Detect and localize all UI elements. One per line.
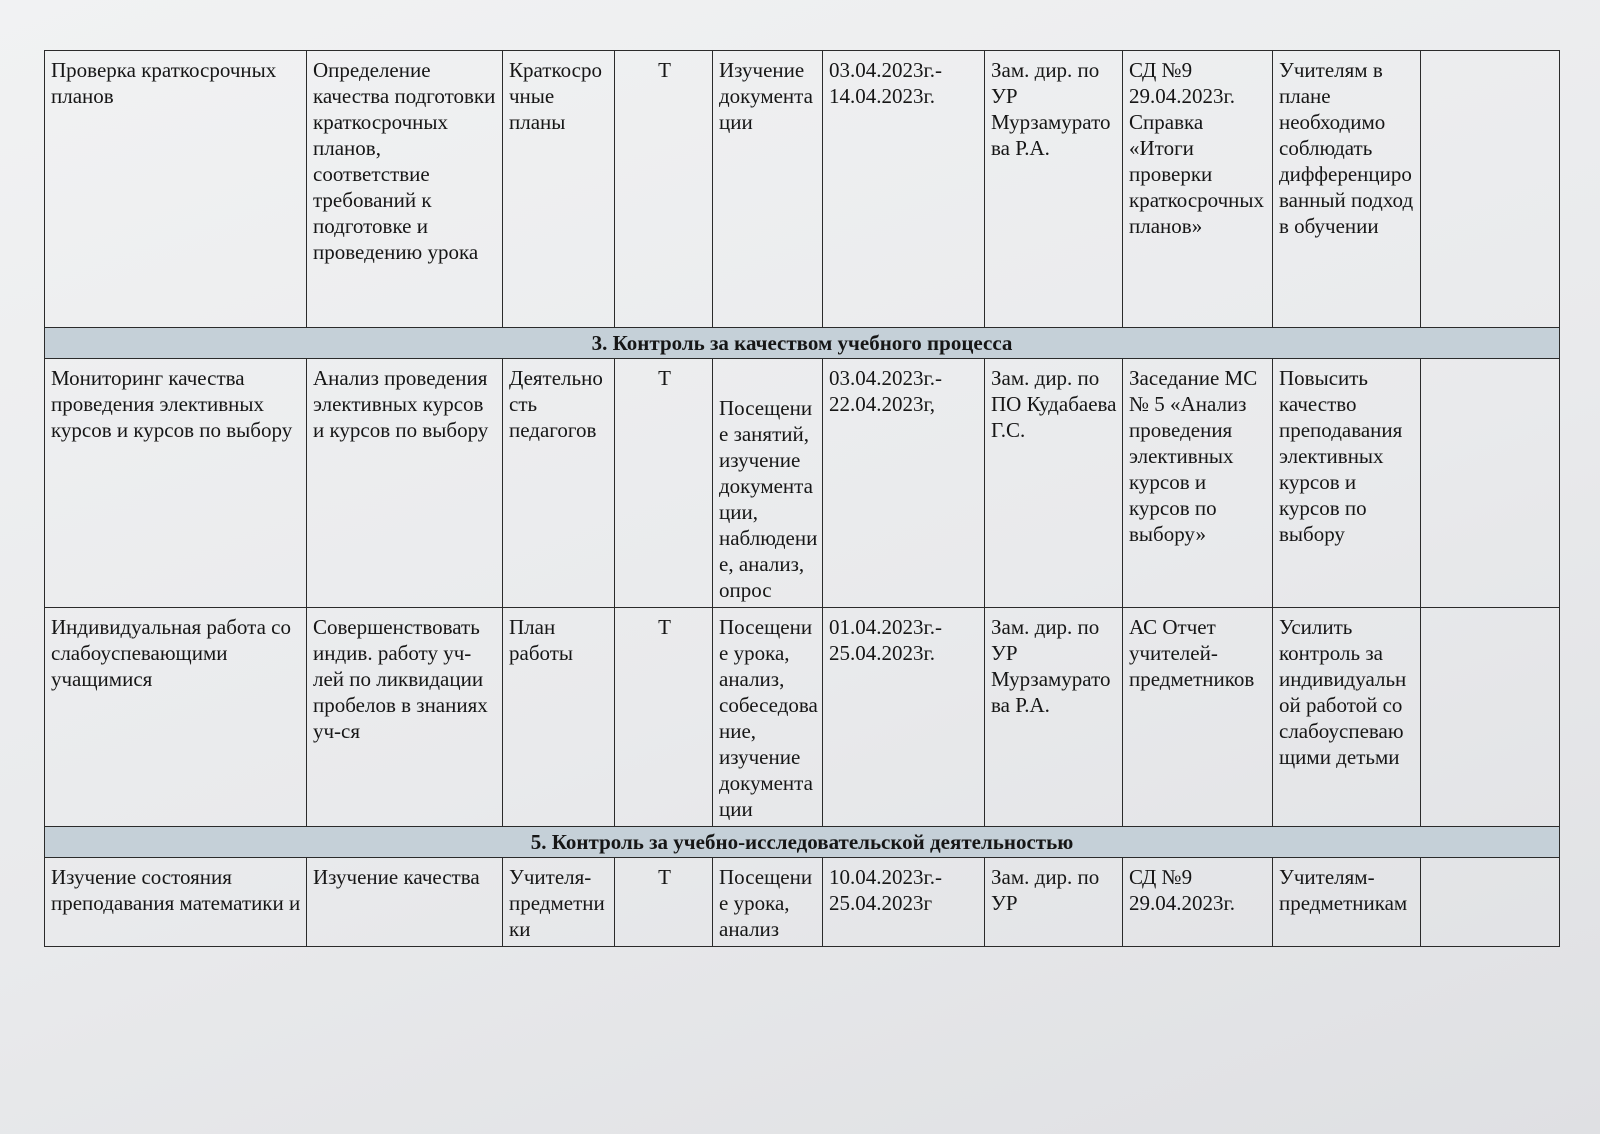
result-cell: Заседание МС № 5 «Анализ проведения элективных курсов и курсов по выбору» (1123, 359, 1273, 608)
object-cell: План работы (503, 608, 615, 827)
table-row (45, 51, 1560, 328)
method-text: Посещение занятий, изучение документации, наблюдение, анализ, опрос (719, 396, 818, 602)
method-cell: Посещение урока, анализ, собеседование, изучение документации (713, 608, 823, 827)
responsible-cell: Зам. дир. по УР (985, 858, 1123, 947)
result-cell: СД №9 29.04.2023г. Справка «Итоги проверки краткосрочных планов» (1123, 51, 1273, 328)
section-title: 3. Контроль за качеством учебного процесса (45, 328, 1560, 359)
note-cell (1421, 51, 1560, 328)
note-cell (1421, 858, 1560, 947)
type-cell: Т (615, 51, 713, 328)
responsible-cell: Зам. дир. по УР Мурзамуратова Р.А. (985, 608, 1123, 827)
topic-cell: Изучение состояния преподавания математики и (45, 858, 307, 947)
method-cell: Посещение урока, анализ (713, 858, 823, 947)
topic-cell: Мониторинг качества проведения элективных курсов и курсов по выбору (45, 359, 307, 608)
decision-cell: Усилить контроль за индивидуальной работой со слабоуспевающими детьми (1273, 608, 1421, 827)
table-row (45, 608, 1560, 827)
goal-cell: Определение качества подготовки краткосрочных планов, соответствие требований к подготовке и проведению урока (307, 51, 503, 328)
table-row (45, 858, 1560, 947)
topic-cell: Индивидуальная работа со слабоуспевающими учащимися (45, 608, 307, 827)
goal-cell: Изучение качества (307, 858, 503, 947)
type-cell: Т (615, 608, 713, 827)
dates-cell: 01.04.2023г.- 25.04.2023г. (823, 608, 985, 827)
decision-cell: Учителям-предметникам (1273, 858, 1421, 947)
decision-cell: Повысить качество преподавания элективных курсов и курсов по выбору (1273, 359, 1421, 608)
type-cell: Т (615, 359, 713, 608)
object-cell: Краткосрочные планы (503, 51, 615, 328)
result-cell: СД №9 29.04.2023г. (1123, 858, 1273, 947)
object-cell: Учителя-предметники (503, 858, 615, 947)
object-cell: Деятельность педагогов (503, 359, 615, 608)
type-cell: Т (615, 858, 713, 947)
responsible-cell: Зам. дир. по ПО Кудабаева Г.С. (985, 359, 1123, 608)
dates-cell: 10.04.2023г.- 25.04.2023г (823, 858, 985, 947)
decision-cell: Учителям в плане необходимо соблюдать дифференцированный подход в обучении (1273, 51, 1421, 328)
section-title: 5. Контроль за учебно-исследовательской деятельностью (45, 827, 1560, 858)
topic-cell: Проверка краткосрочных планов (45, 51, 307, 328)
result-cell: АС Отчет учителей-предметников (1123, 608, 1273, 827)
dates-cell: 03.04.2023г.- 14.04.2023г. (823, 51, 985, 328)
goal-cell: Совершенствовать индив. работу уч-лей по ликвидации пробелов в знаниях уч-ся (307, 608, 503, 827)
responsible-cell: Зам. дир. по УР Мурзамуратова Р.А. (985, 51, 1123, 328)
note-cell (1421, 608, 1560, 827)
note-cell (1421, 359, 1560, 608)
method-cell: Изучение документации (713, 51, 823, 328)
method-cell (713, 359, 823, 608)
table-row (45, 359, 1560, 608)
goal-cell: Анализ проведения элективных курсов и курсов по выбору (307, 359, 503, 608)
control-plan-table (44, 50, 1560, 947)
section-header-row (45, 827, 1560, 858)
dates-cell: 03.04.2023г.- 22.04.2023г, (823, 359, 985, 608)
section-header-row (45, 328, 1560, 359)
